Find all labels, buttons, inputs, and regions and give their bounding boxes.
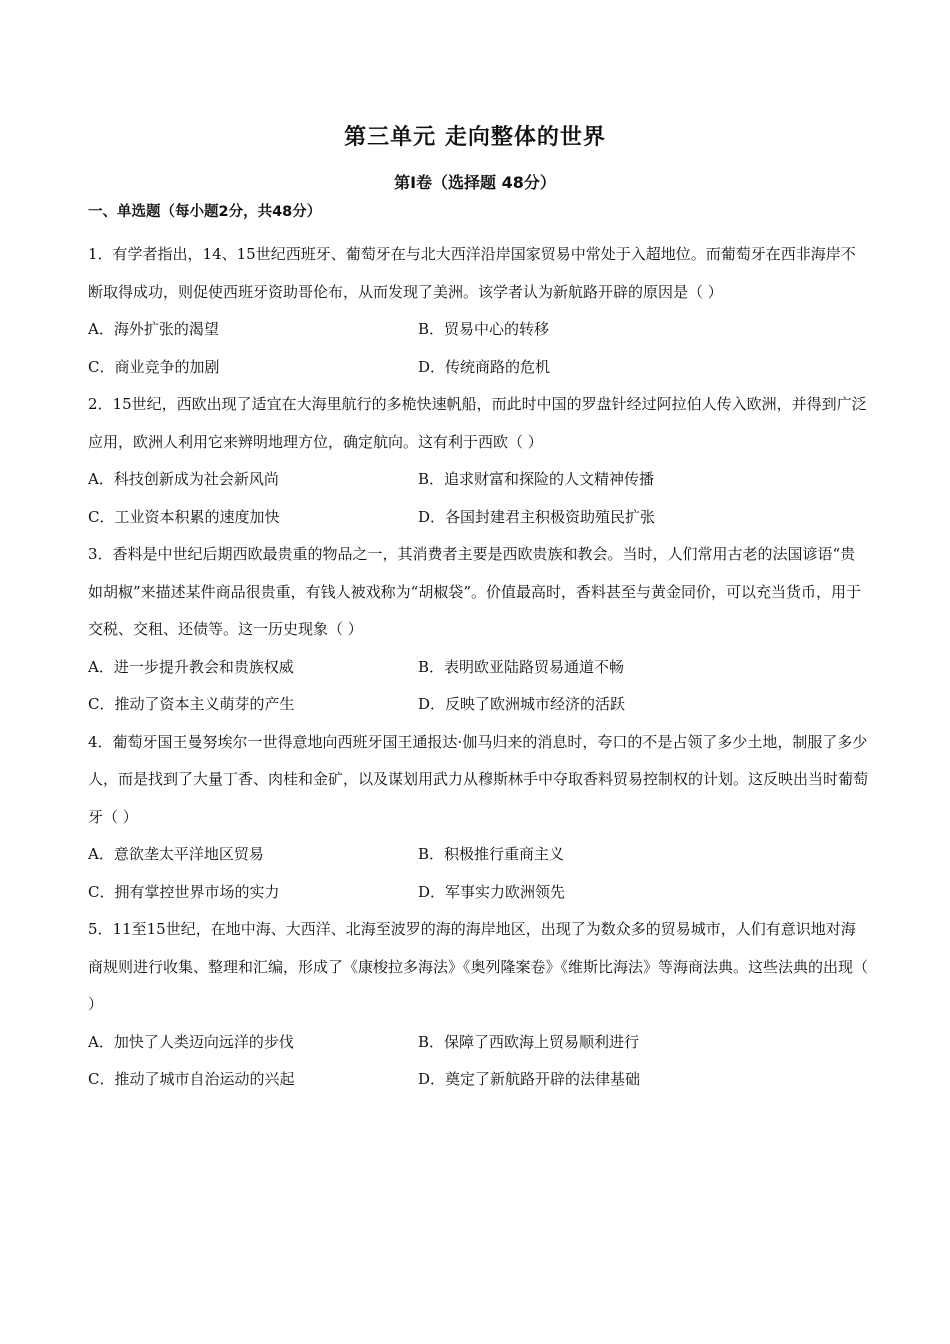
question-stem: 4．葡萄牙国王曼努埃尔一世得意地向西班牙国王通报达·伽马归来的消息时，夸口的不是占领了多少土地，制服了多少人，而是找到了大量丁香、肉桂和金矿，以及谋划用武力从穆斯林手中夺取香料贸易控制权的计划。这反映出当时葡萄牙（ ）	[88, 732, 869, 826]
option-b: B．积极推行重商主义	[418, 845, 565, 863]
question-2	[88, 386, 868, 536]
option-d: D．各国封建君主积极资助殖民扩张	[418, 507, 656, 526]
question-stem: 5．11至15世纪，在地中海、大西洋、北海至波罗的海的海岸地区，出现了为数众多的贸易城市，人们有意识地对海商规则进行收集、整理和汇编，形成了《康梭拉多海法》《奥列隆案卷》《维斯比海法》等海商法典。这些法典的出现（ ）	[88, 920, 869, 1013]
option-row	[88, 1061, 868, 1099]
option-c: C．拥有掌控世界市场的实力	[88, 882, 280, 901]
option-a: A．海外扩张的渴望	[88, 320, 219, 338]
question-stem: 2．15世纪，西欧出现了适宜在大海里航行的多桅快速帆船，而此时中国的罗盘针经过阿拉伯人传入欧洲，并得到广泛应用，欧洲人利用它来辨明地理方位，确定航向。这有利于西欧（ ）	[88, 395, 867, 451]
option-row	[88, 836, 868, 874]
option-b: B．表明欧亚陆路贸易通道不畅	[418, 657, 625, 676]
option-row	[88, 649, 868, 687]
option-row	[88, 499, 868, 537]
question-5	[88, 911, 868, 1099]
option-row	[88, 311, 868, 349]
section-heading: 一、单选题（每小题2分，共48分）	[88, 204, 322, 220]
question-list	[88, 236, 868, 1099]
option-d: D．军事实力欧洲领先	[418, 882, 566, 901]
option-b: B．贸易中心的转移	[418, 320, 550, 338]
option-row	[88, 461, 868, 499]
option-b: B．保障了西欧海上贸易顺利进行	[418, 1032, 640, 1051]
option-a: A．加快了人类迈向远洋的步伐	[88, 1032, 294, 1051]
option-c: C．工业资本积累的速度加快	[88, 507, 280, 526]
page-subtitle: 第I卷（选择题 48分）	[394, 173, 556, 192]
option-row	[88, 349, 868, 387]
option-d: D．传统商路的危机	[418, 357, 551, 376]
question-3	[88, 536, 868, 724]
option-a: A．科技创新成为社会新风尚	[88, 470, 279, 488]
option-row	[88, 686, 868, 724]
question-stem: 1．有学者指出，14、15世纪西班牙、葡萄牙在与北大西洋沿岸国家贸易中常处于入超地位。而葡萄牙在西非海岸不断取得成功，则促使西班牙资助哥伦布，从而发现了美洲。该学者认为新航路开辟的原因是（ ）	[88, 245, 856, 301]
option-row	[88, 1024, 868, 1062]
option-c: C．推动了城市自治运动的兴起	[88, 1070, 295, 1088]
option-c: C．推动了资本主义萌芽的产生	[88, 695, 295, 713]
option-d: D．奠定了新航路开辟的法律基础	[418, 1070, 641, 1088]
option-d: D．反映了欧洲城市经济的活跃	[418, 695, 626, 713]
option-c: C．商业竞争的加剧	[88, 357, 220, 376]
option-a: A．意欲垄太平洋地区贸易	[88, 845, 264, 863]
question-4	[88, 724, 868, 912]
option-b: B．追求财富和探险的人文精神传播	[418, 470, 655, 488]
question-stem: 3．香料是中世纪后期西欧最贵重的物品之一，其消费者主要是西欧贵族和教会。当时，人们常用古老的法国谚语“贵如胡椒”来描述某件商品很贵重，有钱人被戏称为“胡椒袋”。价值最高时，香料甚至与黄金同价，可以充当货币，用于交税、交租、还债等。这一历史现象（ ）	[88, 545, 862, 638]
page-title: 第三单元 走向整体的世界	[344, 125, 606, 150]
option-a: A．进一步提升教会和贵族权威	[88, 657, 294, 676]
option-row	[88, 874, 868, 912]
question-1	[88, 236, 868, 386]
